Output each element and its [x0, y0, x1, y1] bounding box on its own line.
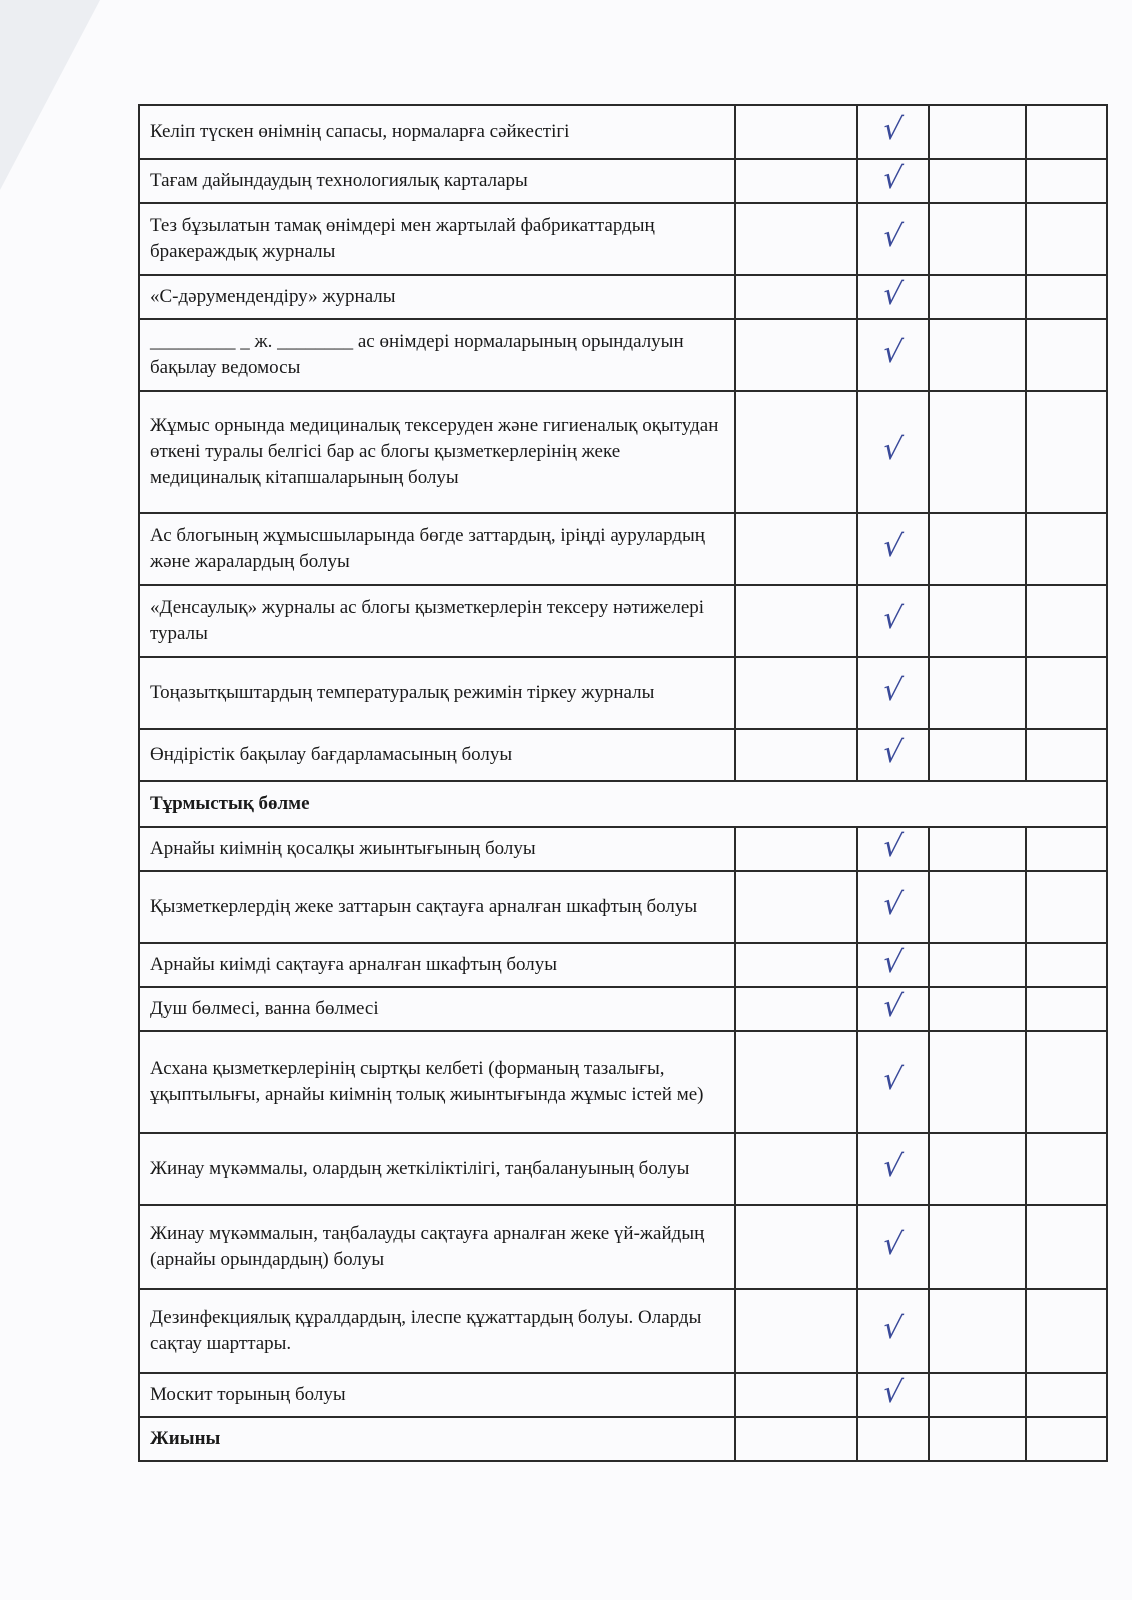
- checkmark-icon: √: [880, 1375, 905, 1410]
- empty-cell: [735, 943, 857, 987]
- checkmark-icon: √: [880, 161, 905, 196]
- checklist-row: [139, 1031, 1107, 1133]
- checkmark-icon: √: [880, 277, 905, 312]
- empty-cell: [735, 729, 857, 781]
- empty-cell: [1026, 871, 1107, 943]
- empty-cell: [1026, 987, 1107, 1031]
- item-label: Тағам дайындаудың технологиялық карталары: [139, 159, 735, 203]
- checkmark-icon: √: [880, 735, 905, 770]
- empty-cell: [1026, 1133, 1107, 1205]
- empty-cell: [735, 1417, 857, 1461]
- compliance-cell: [857, 203, 929, 275]
- empty-cell: [929, 1289, 1026, 1373]
- checklist-row: [139, 275, 1107, 319]
- empty-cell: [735, 871, 857, 943]
- compliance-cell: [857, 1031, 929, 1133]
- compliance-cell: [857, 585, 929, 657]
- empty-cell: [1026, 391, 1107, 513]
- empty-cell: [1026, 1417, 1107, 1461]
- empty-cell: [735, 513, 857, 585]
- empty-cell: [1026, 1373, 1107, 1417]
- empty-cell: [735, 1373, 857, 1417]
- page-fold-shadow: [0, 0, 100, 190]
- item-label: Арнайы киімді сақтауға арналған шкафтың болуы: [139, 943, 735, 987]
- empty-cell: [735, 159, 857, 203]
- checkmark-icon: √: [880, 335, 905, 370]
- compliance-cell: [857, 319, 929, 391]
- compliance-cell: [857, 1133, 929, 1205]
- compliance-cell: [857, 105, 929, 159]
- empty-cell: [929, 987, 1026, 1031]
- checklist-row: [139, 319, 1107, 391]
- empty-cell: [735, 275, 857, 319]
- empty-cell: [1026, 319, 1107, 391]
- checklist-row: [139, 943, 1107, 987]
- item-label: Дезинфекциялық құралдардың, ілеспе құжаттардың болуы. Оларды сақтау шарттары.: [139, 1289, 735, 1373]
- item-label: «С-дәрумендендіру» журналы: [139, 275, 735, 319]
- checkmark-icon: √: [880, 945, 905, 980]
- empty-cell: [1026, 1289, 1107, 1373]
- checkmark-icon: √: [880, 1227, 905, 1262]
- item-label: «Денсаулық» журналы ас блогы қызметкерлерін тексеру нәтижелері туралы: [139, 585, 735, 657]
- compliance-cell: [857, 987, 929, 1031]
- checklist-row: [139, 987, 1107, 1031]
- compliance-cell: [857, 657, 929, 729]
- checkmark-icon: √: [880, 829, 905, 864]
- empty-cell: [735, 1289, 857, 1373]
- item-label: Келіп түскен өнімнің сапасы, нормаларға сәйкестігі: [139, 105, 735, 159]
- empty-cell: [735, 1205, 857, 1289]
- empty-cell: [929, 391, 1026, 513]
- total-label: Жиыны: [139, 1417, 735, 1461]
- checklist-row: [139, 159, 1107, 203]
- compliance-cell: [857, 1205, 929, 1289]
- empty-cell: [929, 1373, 1026, 1417]
- empty-cell: [929, 159, 1026, 203]
- checklist-row: [139, 391, 1107, 513]
- item-label: Өндірістік бақылау бағдарламасының болуы: [139, 729, 735, 781]
- empty-cell: [929, 827, 1026, 871]
- checklist-row: [139, 1205, 1107, 1289]
- empty-cell: [735, 1133, 857, 1205]
- empty-cell: [1026, 275, 1107, 319]
- item-label: Ас блогының жұмысшыларында бөгде заттардың, іріңді аурулардың және жаралардың болуы: [139, 513, 735, 585]
- empty-cell: [929, 319, 1026, 391]
- item-label: Асхана қызметкерлерінің сыртқы келбеті (форманың тазалығы, ұқыптылығы, арнайы киімнің толық жиынтығында жұмыс істей ме): [139, 1031, 735, 1133]
- checkmark-icon: √: [880, 887, 905, 922]
- checklist-row: [139, 657, 1107, 729]
- compliance-cell: [857, 1373, 929, 1417]
- checkmark-icon: √: [880, 219, 905, 254]
- checkmark-icon: √: [880, 432, 905, 467]
- empty-cell: [1026, 203, 1107, 275]
- item-label: Москит торының болуы: [139, 1373, 735, 1417]
- compliance-cell: [857, 159, 929, 203]
- checkmark-icon: √: [880, 673, 905, 708]
- empty-cell: [1026, 1205, 1107, 1289]
- compliance-cell: [857, 1417, 929, 1461]
- checkmark-icon: √: [880, 1149, 905, 1184]
- empty-cell: [929, 729, 1026, 781]
- empty-cell: [929, 657, 1026, 729]
- checklist-row: [139, 513, 1107, 585]
- empty-cell: [929, 871, 1026, 943]
- total-row: [139, 1417, 1107, 1461]
- compliance-cell: [857, 391, 929, 513]
- empty-cell: [1026, 105, 1107, 159]
- empty-cell: [929, 943, 1026, 987]
- empty-cell: [1026, 159, 1107, 203]
- empty-cell: [735, 203, 857, 275]
- checklist-row: [139, 729, 1107, 781]
- empty-cell: [929, 203, 1026, 275]
- compliance-cell: [857, 871, 929, 943]
- empty-cell: [735, 1031, 857, 1133]
- empty-cell: [1026, 729, 1107, 781]
- empty-cell: [735, 987, 857, 1031]
- section-title: Тұрмыстық бөлме: [139, 781, 1107, 827]
- empty-cell: [1026, 943, 1107, 987]
- checklist-row: [139, 203, 1107, 275]
- empty-cell: [1026, 657, 1107, 729]
- compliance-cell: [857, 1289, 929, 1373]
- empty-cell: [1026, 1031, 1107, 1133]
- empty-cell: [735, 319, 857, 391]
- section-row: [139, 781, 1107, 827]
- empty-cell: [929, 275, 1026, 319]
- checklist-row: [139, 871, 1107, 943]
- empty-cell: [735, 391, 857, 513]
- empty-cell: [929, 585, 1026, 657]
- empty-cell: [929, 1417, 1026, 1461]
- checkmark-icon: √: [880, 529, 905, 564]
- checklist-row: [139, 1289, 1107, 1373]
- empty-cell: [929, 1031, 1026, 1133]
- item-label: Жинау мүкәммалы, олардың жеткіліктілігі, таңбалануының болуы: [139, 1133, 735, 1205]
- empty-cell: [735, 105, 857, 159]
- empty-cell: [1026, 827, 1107, 871]
- checklist-row: [139, 1373, 1107, 1417]
- empty-cell: [735, 657, 857, 729]
- compliance-cell: [857, 827, 929, 871]
- empty-cell: [735, 827, 857, 871]
- checklist-row: [139, 105, 1107, 159]
- item-label: Қызметкерлердің жеке заттарын сақтауға арналған шкафтың болуы: [139, 871, 735, 943]
- checklist-row: [139, 1133, 1107, 1205]
- item-label: Тез бұзылатын тамақ өнімдері мен жартылай фабрикаттардың бракераждық журналы: [139, 203, 735, 275]
- checkmark-icon: √: [880, 989, 905, 1024]
- item-label: Арнайы киімнің қосалқы жиынтығының болуы: [139, 827, 735, 871]
- empty-cell: [929, 513, 1026, 585]
- checklist-row: [139, 585, 1107, 657]
- inspection-checklist-table: [138, 104, 1108, 1462]
- compliance-cell: [857, 943, 929, 987]
- item-label: _________ _ ж. ________ ас өнімдері нормаларының орындалуын бақылау ведомосы: [139, 319, 735, 391]
- compliance-cell: [857, 275, 929, 319]
- checkmark-icon: √: [880, 1311, 905, 1346]
- empty-cell: [929, 1205, 1026, 1289]
- compliance-cell: [857, 729, 929, 781]
- item-label: Душ бөлмесі, ванна бөлмесі: [139, 987, 735, 1031]
- empty-cell: [1026, 513, 1107, 585]
- checklist-row: [139, 827, 1107, 871]
- empty-cell: [1026, 585, 1107, 657]
- checkmark-icon: √: [880, 1062, 905, 1097]
- item-label: Тоңазытқыштардың температуралық режимін тіркеу журналы: [139, 657, 735, 729]
- item-label: Жинау мүкәммалын, таңбалауды сақтауға арналған жеке үй-жайдың (арнайы орындардың) болуы: [139, 1205, 735, 1289]
- item-label: Жұмыс орнында медициналық тексеруден және гигиеналық оқытудан өткені туралы белгісі бар ас блогы қызметкерлерінің жеке медициналық кітапшаларының болуы: [139, 391, 735, 513]
- empty-cell: [735, 585, 857, 657]
- checkmark-icon: √: [880, 601, 905, 636]
- empty-cell: [929, 105, 1026, 159]
- compliance-cell: [857, 513, 929, 585]
- empty-cell: [929, 1133, 1026, 1205]
- checkmark-icon: √: [880, 112, 905, 147]
